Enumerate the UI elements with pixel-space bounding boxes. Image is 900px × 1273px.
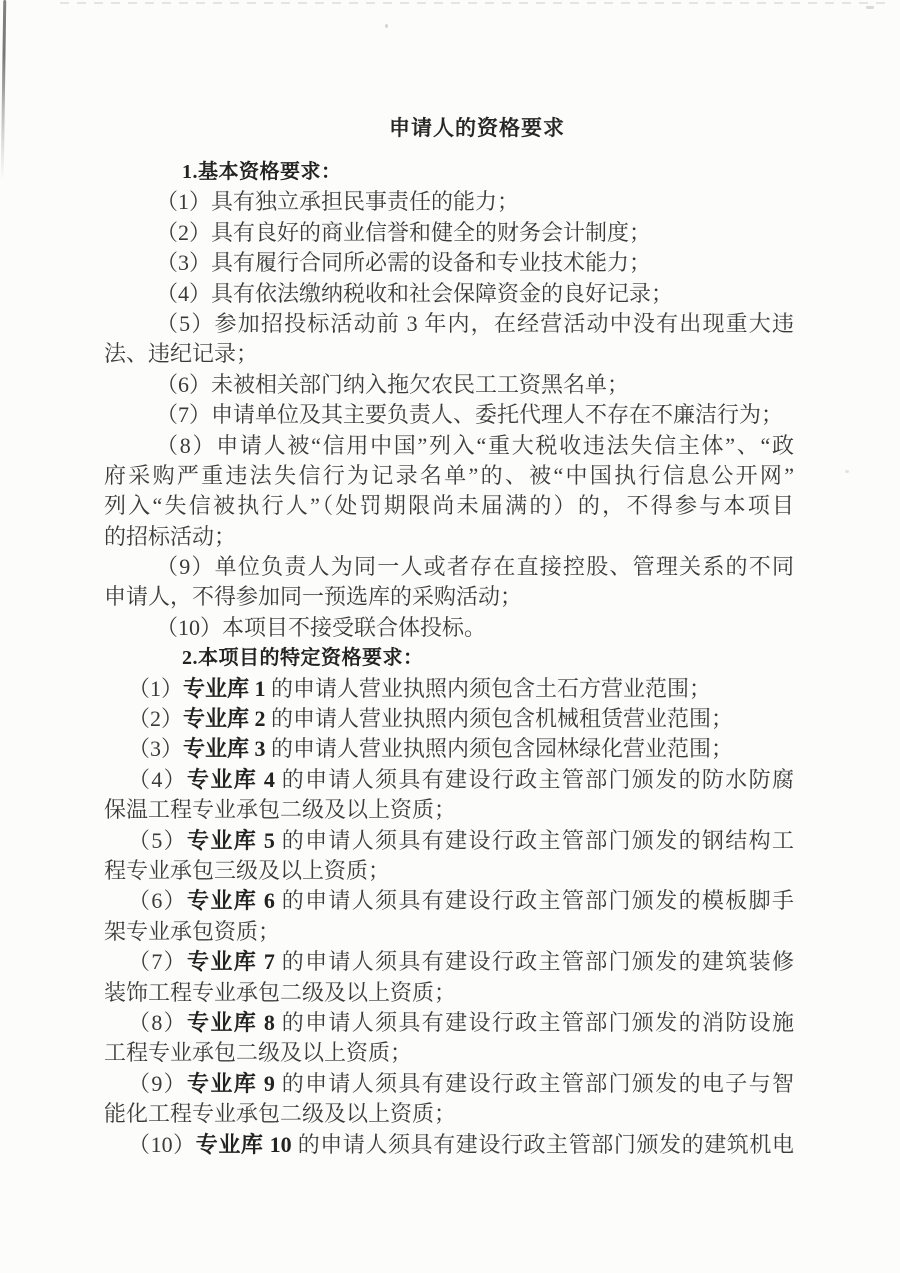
bold-text-segment: 2.本项目的特定资格要求： xyxy=(182,647,424,670)
text-segment: 的申请人须具有建设行政主管部门颁发的建筑装修 xyxy=(281,949,794,975)
text-segment: 的申请人须具有建设行政主管部门颁发的钢结构工 xyxy=(281,827,794,853)
text-segment: （3）具有履行合同所必需的设备和专业技术能力； xyxy=(156,250,652,276)
bold-text-segment: 专业库 7 xyxy=(187,949,282,975)
text-segment: 装饰工程专业承包二级及以上资质； xyxy=(104,979,457,1005)
list-item-line xyxy=(104,734,794,764)
bold-text-segment: 专业库 10 xyxy=(195,1131,298,1157)
continuation-line xyxy=(104,1099,794,1129)
continuation-line xyxy=(104,917,794,947)
scan-top-edge-artifact xyxy=(60,2,890,4)
bold-text-segment: 专业库 4 xyxy=(187,766,282,792)
continuation-line xyxy=(104,582,794,612)
document-body xyxy=(104,157,794,1160)
text-segment: （6） xyxy=(128,888,188,914)
continuation-line xyxy=(104,522,794,552)
list-item-line xyxy=(104,400,794,430)
text-segment: （8） xyxy=(128,1009,188,1035)
list-item-line xyxy=(104,218,794,248)
list-item-line xyxy=(104,1069,794,1099)
list-item-line xyxy=(104,886,794,916)
section-heading xyxy=(104,157,794,187)
text-segment: （10）本项目不接受联合体投标。 xyxy=(156,614,487,640)
continuation-line xyxy=(104,1038,794,1068)
list-item-line xyxy=(104,431,794,461)
scan-speck xyxy=(845,470,849,473)
list-item-line xyxy=(104,674,794,704)
bold-text-segment: 1.基本资格要求： xyxy=(182,161,342,183)
text-segment: （2） xyxy=(128,706,184,732)
list-item-line xyxy=(104,704,794,734)
text-segment: 架专业承包资质； xyxy=(104,918,281,944)
text-segment: （5） xyxy=(128,827,188,853)
list-item-line xyxy=(104,187,794,217)
text-segment: 的申请人须具有建设行政主管部门颁发的消防设施 xyxy=(281,1009,794,1035)
bold-text-segment: 专业库 3 xyxy=(183,736,272,762)
scan-edge-artifact xyxy=(1,0,7,180)
text-segment: 的申请人营业执照内须包含土石方营业范围； xyxy=(271,675,712,701)
text-segment: （8）申请人被“信用中国”列入“重大税收违法失信主体”、“政 xyxy=(156,432,794,458)
list-item-line xyxy=(104,370,794,400)
text-segment: 法、违纪记录； xyxy=(104,341,259,367)
list-item-line xyxy=(104,309,794,339)
text-segment: （3） xyxy=(128,736,184,762)
list-item-line xyxy=(104,613,794,643)
text-segment: 的申请人须具有建设行政主管部门颁发的建筑机电 xyxy=(297,1131,794,1157)
text-segment: （4）具有依法缴纳税收和社会保障资金的良好记录； xyxy=(156,280,674,306)
text-segment: 申请人，不得参加同一预选库的采购活动； xyxy=(104,584,523,610)
text-segment: （4） xyxy=(128,766,188,792)
text-segment: （9） xyxy=(128,1070,188,1096)
text-segment: （1）具有独立承担民事责任的能力； xyxy=(156,189,520,215)
list-item-line xyxy=(104,765,794,795)
text-segment: （9）单位负责人为同一人或者存在直接控股、管理关系的不同 xyxy=(156,554,794,580)
continuation-line xyxy=(104,978,794,1008)
bold-text-segment: 专业库 2 xyxy=(183,706,272,732)
text-segment: （2）具有良好的商业信誉和健全的财务会计制度； xyxy=(156,219,652,245)
text-segment: 的申请人须具有建设行政主管部门颁发的防水防腐 xyxy=(281,766,794,792)
text-segment: （7） xyxy=(128,949,188,975)
list-item-line xyxy=(104,1008,794,1038)
text-segment: 能化工程专业承包二级及以上资质； xyxy=(104,1101,457,1127)
list-item-line xyxy=(104,248,794,278)
text-segment: 程专业承包三级及以上资质； xyxy=(104,857,391,883)
continuation-line xyxy=(104,491,794,521)
list-item-line xyxy=(104,552,794,582)
text-segment: 的申请人营业执照内须包含园林绿化营业范围； xyxy=(271,736,734,762)
bold-text-segment: 专业库 1 xyxy=(183,675,272,701)
text-segment: （6）未被相关部门纳入拖欠农民工工资黑名单； xyxy=(156,371,630,397)
text-segment: 的招标活动； xyxy=(104,523,237,549)
scan-speck xyxy=(866,6,874,9)
bold-text-segment: 专业库 8 xyxy=(187,1009,282,1035)
text-segment: （5）参加招投标活动前 3 年内，在经营活动中没有出现重大违 xyxy=(156,310,794,336)
list-item-line xyxy=(104,1130,794,1160)
text-segment: 工程专业承包二级及以上资质； xyxy=(104,1040,413,1066)
continuation-line xyxy=(104,856,794,886)
list-item-line xyxy=(104,826,794,856)
text-segment: （7）申请单位及其主要负责人、委托代理人不存在不廉洁行为； xyxy=(156,402,784,428)
text-segment: 保温工程专业承包二级及以上资质； xyxy=(104,797,457,823)
scan-speck xyxy=(385,24,388,28)
list-item-line xyxy=(104,279,794,309)
document-title: 申请人的资格要求 xyxy=(389,116,565,140)
continuation-line xyxy=(104,795,794,825)
text-segment: 的申请人须具有建设行政主管部门颁发的电子与智 xyxy=(281,1070,794,1096)
bold-text-segment: 专业库 9 xyxy=(187,1070,282,1096)
continuation-line xyxy=(104,461,794,491)
bold-text-segment: 专业库 5 xyxy=(187,827,282,853)
text-segment: （1） xyxy=(128,675,184,701)
text-segment: 的申请人营业执照内须包含机械租赁营业范围； xyxy=(271,706,734,732)
list-item-line xyxy=(104,947,794,977)
section-heading xyxy=(104,643,794,673)
text-segment: （10） xyxy=(128,1131,196,1157)
text-segment: 的申请人须具有建设行政主管部门颁发的模板脚手 xyxy=(281,888,794,914)
text-segment: 府采购严重违法失信行为记录名单”的、被“中国执行信息公开网” xyxy=(104,462,794,488)
text-segment: 列入“失信被执行人”（处罚期限尚未届满的）的，不得参与本项目 xyxy=(104,493,794,519)
continuation-line xyxy=(104,339,794,369)
bold-text-segment: 专业库 6 xyxy=(187,888,282,914)
